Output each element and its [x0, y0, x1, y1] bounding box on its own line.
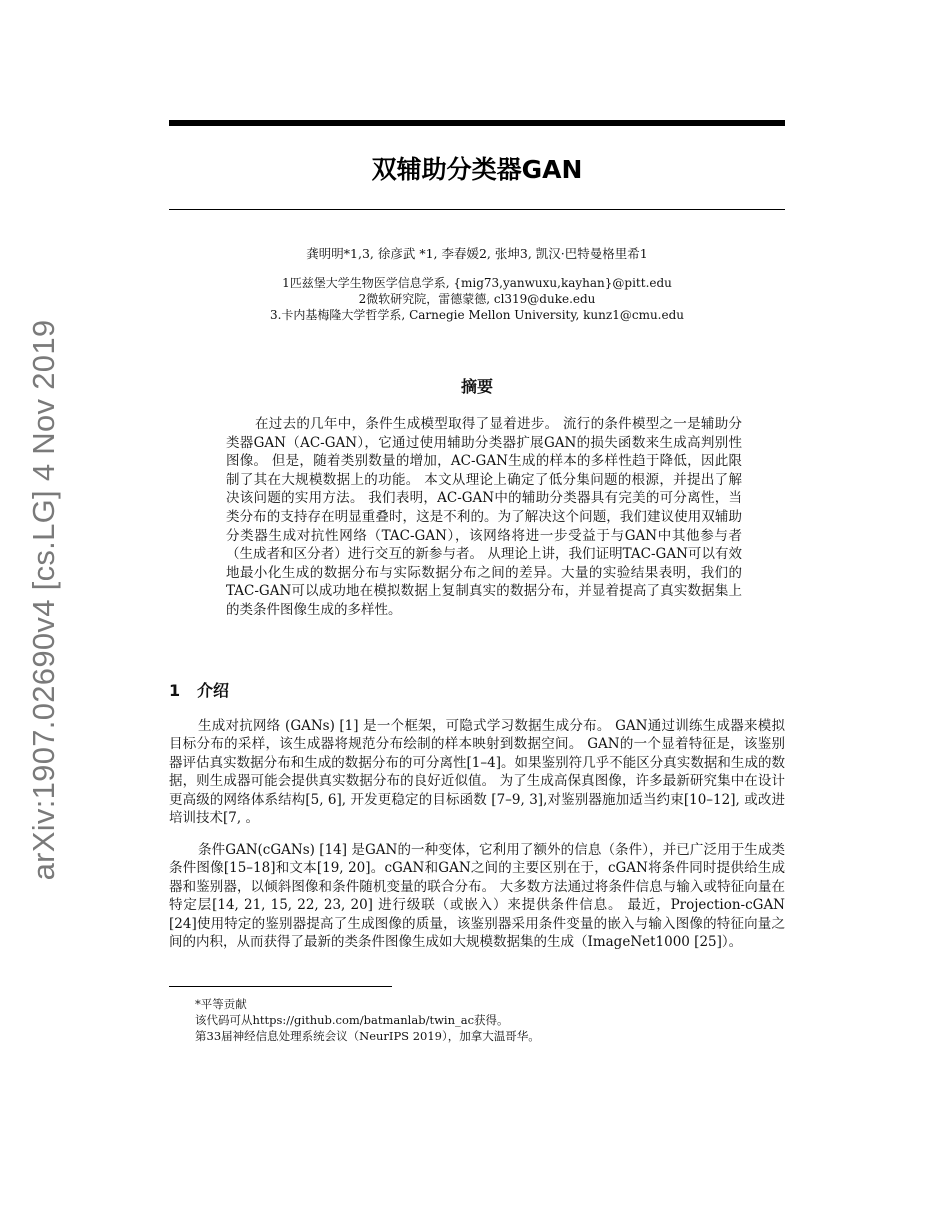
affiliation-2: 2微软研究院，雷德蒙德, cl319@duke.edu — [358, 292, 596, 306]
author-list: 龚明明*1,3, 徐彦武 *1, 李春媛2, 张坤3, 凯汉·巴特曼格里希1 — [306, 246, 648, 261]
abstract-heading: 摘要 — [460, 377, 493, 396]
paper-title: 双辅助分类器GAN — [371, 155, 583, 184]
abstract-body: 在过去的几年中，条件生成模型取得了显着进步。 流行的条件模型之一是辅助分类器GAN（AC-GAN），它通过使用辅助分类器扩展GAN的损失函数来生成高判别性图像。 但是，随着类别数量的增加，AC-GAN生成的样本的多样性趋于降低，因此限制了其在大规模数据上的功能。 本文从理论上确定了低分集问题的根源，并提出了解决该问题的实用方法。 我们表明，AC-GAN中的辅助分类器具有完美的可分离性，当类分布的支持存在明显重叠时，这是不利的。为了解决这个问题，我们建议使用双辅助分类器生成对抗性网络（TAC-GAN），该网络将进一步受益于与GAN中其他参与者（生成者和区分者）进行交互的新参与者。 从理论上讲，我们证明TAC-GAN可以有效地最小化生成的数据分布与实际数据分布之间的差异。大量的实验结果表明，我们的TAC-GAN可以成功地在模拟数据上复制真实的数据分布，并显着提高了真实数据集上的类条件图像生成的多样性。 — [226, 416, 742, 618]
title-bottom-rule — [169, 209, 785, 210]
affiliations — [169, 275, 785, 323]
arxiv-identifier-text: arXiv:1907.02690v4 [cs.LG] 4 Nov 2019 — [26, 319, 61, 881]
section-title: 介绍 — [197, 681, 230, 700]
arxiv-identifier — [14, 319, 74, 881]
intro-paragraph-1: 生成对抗网络 (GANs) [1] 是一个框架，可隐式学习数据生成分布。 GAN通过训练生成器来模拟目标分布的采样，该生成器将规范分布绘制的样本映射到数据空间。 GAN的一个显着特征是，该鉴别器评估真实数据分布和生成的数据分布的可分离性[1–4]。如果鉴别符几乎不能区分真实数据和生成的数据，则生成器可能会提供真实数据分布的良好近似值。 为了生成高保真图像，许多最新研究集中在设计更高级的网络体系结构[5, 6], 开发更稳定的目标函数 [7–9, 3],对鉴别器施加适当约束[10–12], 或改进培训技术[7, 。 — [169, 718, 785, 827]
intro-paragraph-2: 条件GAN(cGANs) [14] 是GAN的一种变体，它利用了额外的信息（条件），并已广泛用于生成类条件图像[15–18]和文本[19, 20]。cGAN和GAN之间的主要区别在于，cGAN将条件同时提供给生成器和鉴别器，以倾斜图像和条件随机变量的联合分布。 大多数方法通过将条件信息与输入或特征向量在特定层[14, 21, 15, 22, 23, 20] 进行级联（或嵌入）来提供条件信息。 最近，Projection-cGAN [24]使用特定的鉴别器提高了生成图像的质量，该鉴别器采用条件变量的嵌入与输入图像的特征向量之间的内积，从而获得了最新的类条件图像生成如大规模数据集的生成（ImageNet1000 [25]）。 — [169, 842, 785, 951]
footnote-conference: 第33届神经信息处理系统会议（NeurIPS 2019），加拿大温哥华。 — [195, 1029, 540, 1043]
section-heading — [169, 678, 569, 701]
footnote-equal-contribution: *平等贡献 — [195, 997, 247, 1011]
affiliation-3: 3.卡内基梅隆大学哲学系, Carnegie Mellon University, kunz1@cmu.edu — [269, 308, 685, 322]
footnote-rule — [169, 986, 392, 987]
section-number: 1 — [169, 681, 181, 700]
footnotes — [195, 996, 785, 1044]
affiliation-1: 1匹兹堡大学生物医学信息学系, {mig73,yanwuxu,kayhan}@pitt.edu — [282, 276, 672, 290]
title-top-rule — [169, 120, 785, 126]
footnote-code-link: 该代码可从https://github.com/batmanlab/twin_ac获得。 — [195, 1013, 509, 1027]
